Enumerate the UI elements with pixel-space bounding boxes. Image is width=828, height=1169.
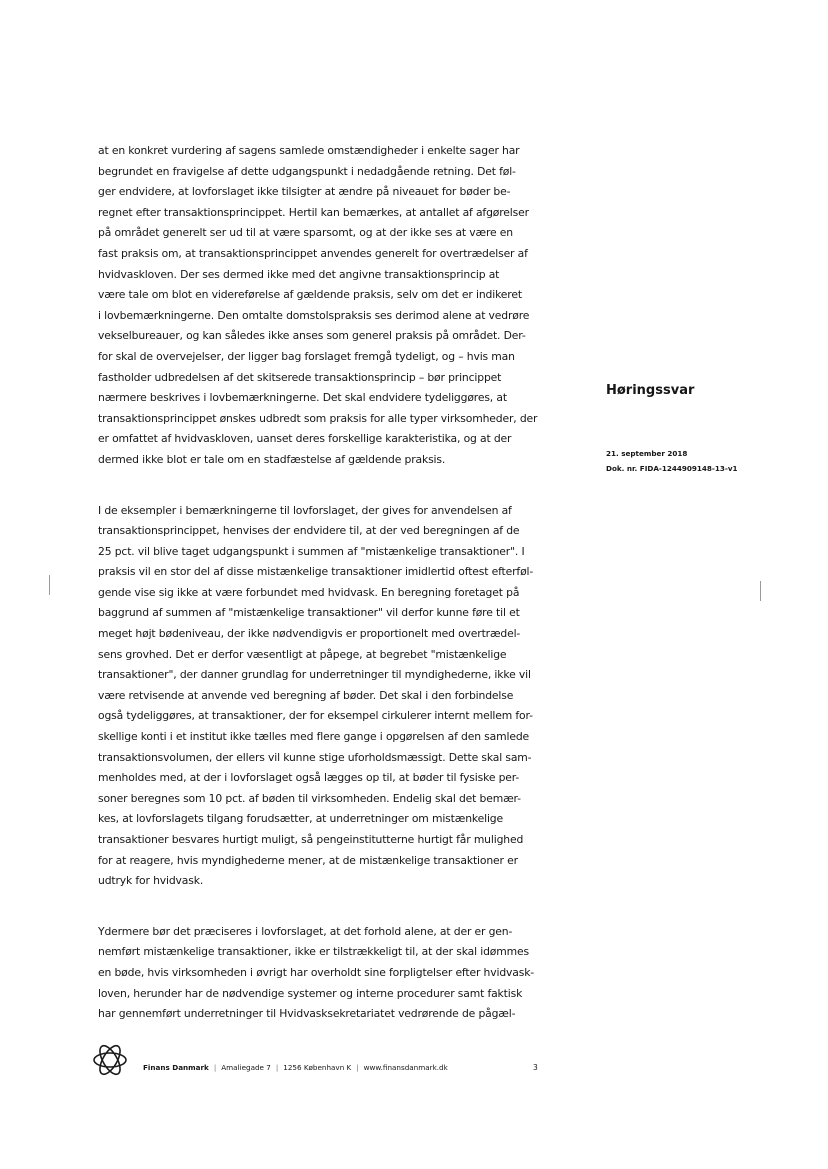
body-line: for skal de overvejelser, der ligger bag forslaget fremgå tydeligt, og – hvis man — [98, 349, 515, 363]
body-line: fastholder udbredelsen af det skitserede transaktionsprincip – bør princippet — [98, 370, 502, 384]
right-margin-mark — [760, 581, 761, 601]
footer-contact: Finans Danmark | Amaliegade 7 | 1256 København K | www.finansdanmark.dk — [143, 1063, 448, 1072]
footer-postal: 1256 København K — [283, 1063, 352, 1072]
body-line: i lovbemærkningerne. Den omtalte domstolspraksis ses derimod alene at vedrøre — [98, 308, 530, 322]
body-line: også tydeliggøres, at transaktioner, der for eksempel cirkulerer internt mellem for- — [98, 709, 533, 723]
body-line: begrundet en fravigelse af dette udgangspunkt i nedadgående retning. Det føl- — [98, 164, 516, 178]
body-line: dermed ikke blot er tale om en stadfæstelse af gældende praksis. — [98, 452, 446, 466]
body-line: soner beregnes som 10 pct. af bøden til virksomheden. Endelig skal det bemær- — [98, 791, 521, 805]
body-line: loven, herunder har de nødvendige systemer og interne procedurer samt faktisk — [98, 986, 523, 1000]
body-line: udtryk for hvidvask. — [98, 874, 204, 888]
footer-address: Amaliegade 7 — [221, 1063, 271, 1072]
body-line: være retvisende at anvende ved beregning af bøder. Det skal i den forbindelse — [98, 688, 514, 702]
body-line: nemført mistænkelige transaktioner, ikke er tilstrækkeligt til, at der skal idømmes — [98, 945, 529, 959]
body-line: sens grovhed. Det er derfor væsentligt at påpege, at begrebet "mistænkelige — [98, 647, 507, 661]
body-line: være tale om blot en videreførelse af gældende praksis, selv om det er indikeret — [98, 288, 522, 302]
footer-org: Finans Danmark — [143, 1063, 209, 1072]
body-line: en bøde, hvis virksomheden i øvrigt har overholdt sine forpligtelser efter hvidvask- — [98, 965, 535, 979]
body-line: på området generelt ser ud til at være sparsomt, og at der ikke ses at være en — [98, 226, 513, 240]
page-number: 3 — [533, 1063, 538, 1072]
body-line: ger endvidere, at lovforslaget ikke tilsigter at ændre på niveauet for bøder be- — [98, 185, 511, 199]
body-line: baggrund af summen af "mistænkelige transaktioner" vil derfor kunne føre til et — [98, 606, 520, 620]
body-line: 25 pct. vil blive taget udgangspunkt i summen af "mistænkelige transaktioner". I — [98, 544, 525, 558]
body-line: er omfattet af hvidvaskloven, uanset deres forskellige karakteristika, og at der — [98, 432, 512, 446]
body-line: transaktionsprincippet ønskes udbredt som praksis for alle typer virksomheder, der — [98, 411, 538, 425]
body-line: regnet efter transaktionsprincippet. Hertil kan bemærkes, at antallet af afgørelser — [98, 205, 529, 219]
left-margin-mark — [49, 575, 50, 595]
body-line: gende vise sig ikke at være forbundet med hvidvask. En beregning foretaget på — [98, 585, 520, 599]
body-line: nærmere beskrives i lovbemærkningerne. Det skal endvidere tydeliggøres, at — [98, 391, 507, 405]
body-line: hvidvaskloven. Der ses dermed ikke med det angivne transaktionsprincip at — [98, 267, 500, 281]
body-line: vekselbureauer, og kan således ikke anses som generel praksis på området. Der- — [98, 329, 526, 343]
body-paragraph — [98, 922, 548, 1025]
body-paragraph — [98, 141, 548, 471]
body-line: Ydermere bør det præciseres i lovforslaget, at det forhold alene, at der er gen- — [98, 924, 513, 938]
finans-danmark-logo-icon — [90, 1040, 130, 1080]
body-line: meget højt bødeniveau, der ikke nødvendigvis er proportionelt med overtrædel- — [98, 627, 521, 641]
document-type-title: Høringssvar — [606, 383, 695, 398]
body-line: transaktioner besvares hurtigt muligt, så pengeinstitutterne hurtigt får mulighed — [98, 833, 524, 846]
body-line: skellige konti i et institut ikke tælles med flere gange i opgørelsen af den samlede — [98, 730, 530, 744]
document-date: 21. september 2018 — [606, 449, 688, 458]
document-number: Dok. nr. FIDA-1244909148-13-v1 — [606, 464, 738, 473]
document-body — [98, 141, 548, 1055]
body-line: transaktionsvolumen, der ellers vil kunne stige uforholdsmæssigt. Dette skal sam- — [98, 750, 532, 764]
body-line: menholdes med, at der i lovforslaget også lægges op til, at bøder til fysiske per- — [98, 771, 520, 785]
body-line: praksis vil en stor del af disse mistænkelige transaktioner imidlertid oftest efterføl- — [98, 565, 534, 579]
body-line: kes, at lovforslagets tilgang forudsætter, at underretninger om mistænkelige — [98, 812, 503, 826]
body-line: I de eksempler i bemærkningerne til lovforslaget, der gives for anvendelsen af — [98, 503, 512, 517]
body-line: transaktioner", der danner grundlag for underretninger til myndighederne, ikke vil — [98, 668, 531, 682]
page-footer — [90, 1040, 550, 1100]
body-line: at en konkret vurdering af sagens samlede omstændigheder i enkelte sager har — [98, 144, 520, 157]
body-line: fast praksis om, at transaktionsprincippet anvendes generelt for overtrædelser af — [98, 246, 528, 260]
body-line: har gennemført underretninger til Hvidvasksekretariatet vedrørende de pågæl- — [98, 1007, 516, 1021]
body-line: transaktionsprincippet, henvises der endvidere til, at der ved beregningen af de — [98, 524, 520, 538]
footer-website[interactable]: www.finansdanmark.dk — [363, 1063, 448, 1072]
body-paragraph — [98, 501, 548, 892]
body-line: for at reagere, hvis myndighederne mener, at de mistænkelige transaktioner er — [98, 853, 518, 867]
sidebar — [606, 383, 796, 476]
